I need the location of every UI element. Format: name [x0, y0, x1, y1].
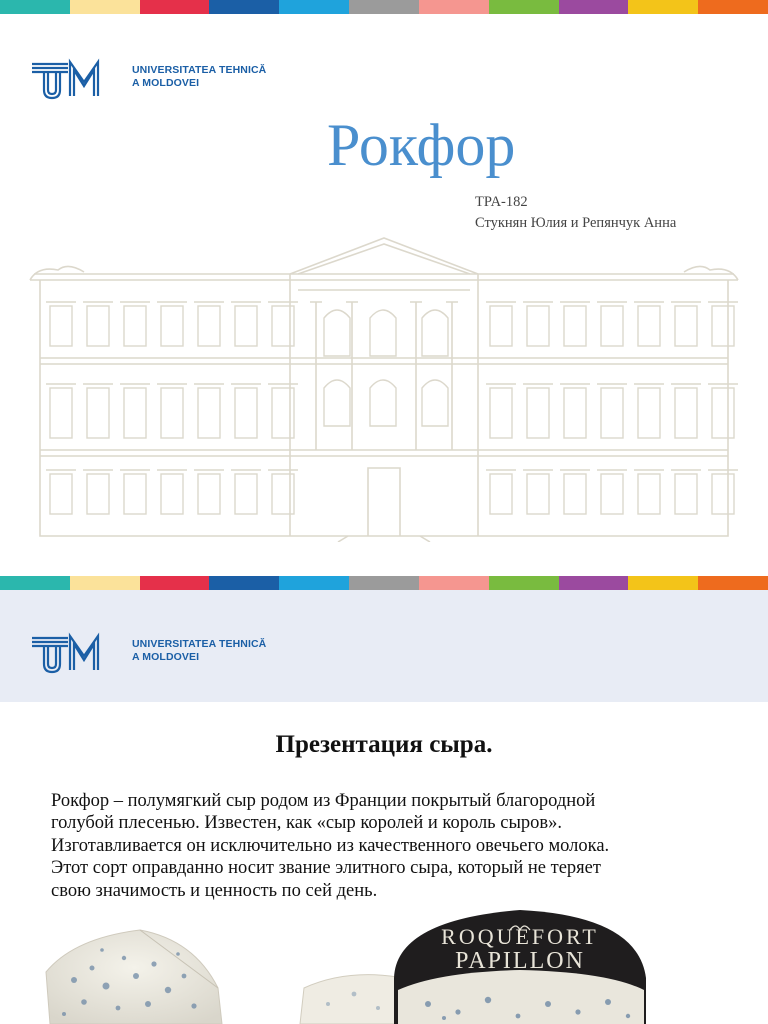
slide-body-text: [51, 790, 721, 902]
stripe-segment: [279, 0, 349, 14]
utm-logo-icon: [30, 52, 126, 102]
building-window: [675, 474, 697, 514]
building-window: [564, 474, 586, 514]
building-window: [712, 474, 734, 514]
building-window: [527, 388, 549, 438]
arched-window: [370, 380, 396, 426]
building-window: [87, 474, 109, 514]
slide-title: Рокфор: [327, 112, 516, 178]
slide-header: [0, 590, 768, 702]
stripe-segment: [279, 576, 349, 590]
university-building-illustration: [28, 236, 740, 542]
logo-line-2: A MOLDOVEI: [132, 77, 200, 89]
arched-window: [370, 310, 396, 356]
stripe-segment: [419, 576, 489, 590]
stripe-segment: [209, 576, 279, 590]
stripe-segment: [70, 0, 140, 14]
body-line: голубой плесенью. Известен, как «сыр королей и король сыров».: [51, 813, 562, 834]
building-window: [564, 388, 586, 438]
building-window: [161, 474, 183, 514]
content-slide: [0, 590, 768, 1024]
roquefort-papillon-photo: [298, 908, 648, 1024]
logo-line-1: UNIVERSITATEA TEHNICĂ: [132, 64, 267, 76]
building-window: [198, 306, 220, 346]
body-line: Этот сорт оправданно носит звание элитного сыра, который не теряет: [51, 858, 601, 879]
building-window: [601, 388, 623, 438]
logo-line-1: UNIVERSITATEA TEHNICĂ: [132, 638, 267, 650]
stripe-segment: [209, 0, 279, 14]
body-line: свою значимость и ценность по сей день.: [51, 880, 378, 901]
logo-wordmark: [132, 64, 266, 90]
stripe-segment: [70, 576, 140, 590]
stripe-segment: [0, 576, 70, 590]
building-window: [490, 388, 512, 438]
label-roquefort: ROQUEFORT: [441, 924, 599, 949]
group-code: TPA-182: [475, 194, 528, 210]
building-window: [235, 474, 257, 514]
stripe-segment: [140, 0, 210, 14]
building-window: [87, 388, 109, 438]
building-window: [124, 474, 146, 514]
building-window: [490, 474, 512, 514]
body-line: Изготавливается он исключительно из качественного овечьего молока.: [51, 835, 610, 856]
building-window: [712, 388, 734, 438]
building-window: [490, 306, 512, 346]
slide-meta: [475, 192, 676, 234]
stripe-segment: [628, 0, 698, 14]
arched-window: [422, 380, 448, 426]
color-stripe-middle: [0, 576, 768, 590]
university-logo: [30, 52, 266, 102]
building-window: [527, 306, 549, 346]
university-logo: [30, 626, 266, 676]
building-window: [675, 306, 697, 346]
stripe-segment: [489, 0, 559, 14]
building-window: [638, 388, 660, 438]
building-window: [124, 388, 146, 438]
stripe-segment: [0, 0, 70, 14]
slide-heading: Презентация сыра.: [275, 731, 493, 758]
building-window: [198, 388, 220, 438]
arched-window: [324, 380, 350, 426]
building-window: [712, 306, 734, 346]
arched-window: [422, 310, 448, 356]
building-window: [235, 306, 257, 346]
color-stripe-top: [0, 0, 768, 14]
building-window: [50, 474, 72, 514]
building-window: [638, 474, 660, 514]
label-papillon: PAPILLON: [455, 948, 585, 974]
stripe-segment: [559, 0, 629, 14]
building-window: [564, 306, 586, 346]
building-window: [601, 474, 623, 514]
building-window: [527, 474, 549, 514]
stripe-segment: [349, 576, 419, 590]
building-window: [161, 388, 183, 438]
building-window: [638, 306, 660, 346]
utm-logo-icon: [30, 626, 126, 676]
building-window: [235, 388, 257, 438]
building-window: [198, 474, 220, 514]
stripe-segment: [698, 0, 768, 14]
stripe-segment: [140, 576, 210, 590]
arched-window: [324, 310, 350, 356]
authors: Стукнян Юлия и Репянчук Анна: [475, 215, 677, 231]
logo-wordmark: [132, 638, 266, 664]
stripe-segment: [349, 0, 419, 14]
title-slide: [0, 14, 768, 576]
stripe-segment: [559, 576, 629, 590]
body-line: Рокфор – полумягкий сыр родом из Франции покрытый благородной: [51, 791, 596, 811]
building-window: [50, 306, 72, 346]
building-window: [161, 306, 183, 346]
logo-line-2: A MOLDOVEI: [132, 651, 200, 663]
cheese-wedge-photo: [44, 910, 224, 1024]
building-window: [87, 306, 109, 346]
stripe-segment: [628, 576, 698, 590]
stripe-segment: [489, 576, 559, 590]
building-window: [124, 306, 146, 346]
building-window: [601, 306, 623, 346]
building-window: [50, 388, 72, 438]
stripe-segment: [698, 576, 768, 590]
building-window: [675, 388, 697, 438]
stripe-segment: [419, 0, 489, 14]
